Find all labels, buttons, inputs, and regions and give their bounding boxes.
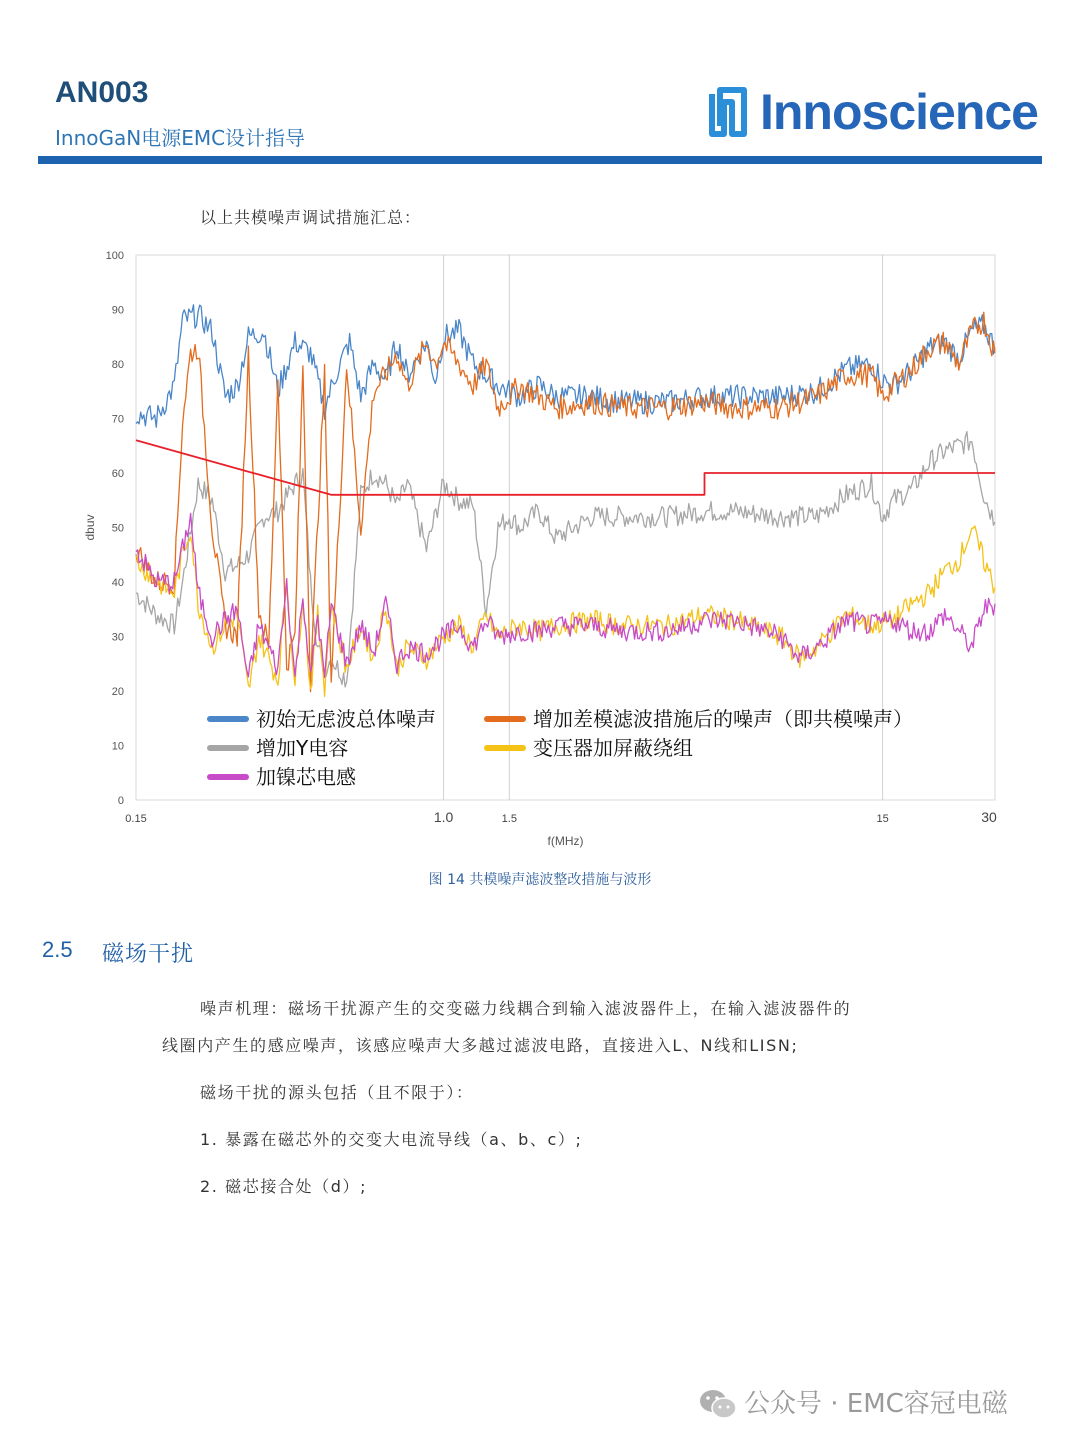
paragraph-mechanism-line1: 噪声机理：磁场干扰源产生的交变磁力线耦合到输入滤波器件上，在输入滤波器件的 <box>200 999 852 1018</box>
series-limit-line <box>136 440 995 495</box>
wechat-icon <box>698 1386 738 1422</box>
list-item-2: 2. 磁芯接合处（d）; <box>200 1177 368 1196</box>
legend-label: 增加Y电容 <box>256 736 349 760</box>
emi-noise-chart <box>80 245 1020 855</box>
paragraph-sources-intro: 磁场干扰的源头包括（且不限于）： <box>200 1083 474 1102</box>
y-tick-label: 0 <box>117 795 124 807</box>
watermark <box>698 1386 1058 1426</box>
series-dm-filtered-noise <box>136 312 995 691</box>
y-tick-label: 90 <box>111 304 124 317</box>
list-item-1: 1. 暴露在磁芯外的交变大电流导线（a、b、c）; <box>200 1130 583 1149</box>
header-divider <box>38 156 1042 164</box>
y-tick-label: 60 <box>111 468 124 480</box>
y-tick-label: 30 <box>111 631 124 644</box>
x-tick-label: 1.0 <box>433 809 454 825</box>
document-id: AN003 <box>55 76 149 109</box>
legend-label: 加镍芯电感 <box>256 765 356 789</box>
y-tick-label: 100 <box>105 250 124 262</box>
y-tick-label: 20 <box>111 686 124 698</box>
y-tick-label: 80 <box>111 359 124 371</box>
x-tick-label: 0.15 <box>125 813 147 825</box>
legend-label: 初始无虑波总体噪声 <box>256 707 436 731</box>
legend-label: 增加差模滤波措施后的噪声（即共模噪声） <box>533 707 913 731</box>
paragraph-mechanism-line2: 线圈内产生的感应噪声，该感应噪声大多越过滤波电路，直接进入L、N线和LISN; <box>162 1036 799 1055</box>
logo-text: Innoscience <box>760 84 1038 140</box>
watermark-text: 公众号 · EMC容冠电磁 <box>744 1389 1008 1419</box>
section-number: 2.5 <box>42 937 73 962</box>
document-subtitle: InnoGaN电源EMC设计指导 <box>55 126 306 150</box>
y-tick-label: 70 <box>111 413 124 426</box>
y-axis-label: dbuv <box>83 514 97 541</box>
x-axis-label: f(MHz) <box>547 834 584 848</box>
series-y-capacitor <box>136 432 995 687</box>
legend-label: 变压器加屏蔽绕组 <box>533 736 693 760</box>
section-title: 磁场干扰 <box>102 942 195 967</box>
logo-mark-icon <box>702 82 758 142</box>
figure-caption: 图 14 共模噪声滤波整改措施与波形 <box>428 872 652 888</box>
x-tick-label: 1.5 <box>501 813 517 825</box>
y-tick-label: 10 <box>111 740 124 753</box>
x-tick-label: 30 <box>981 809 997 825</box>
intro-text: 以上共模噪声调试措施汇总： <box>200 208 422 227</box>
series-transformer-shield <box>136 526 995 697</box>
x-tick-label: 15 <box>876 813 889 825</box>
y-tick-label: 50 <box>111 522 124 535</box>
y-tick-label: 40 <box>111 577 124 589</box>
company-logo <box>702 82 1037 142</box>
